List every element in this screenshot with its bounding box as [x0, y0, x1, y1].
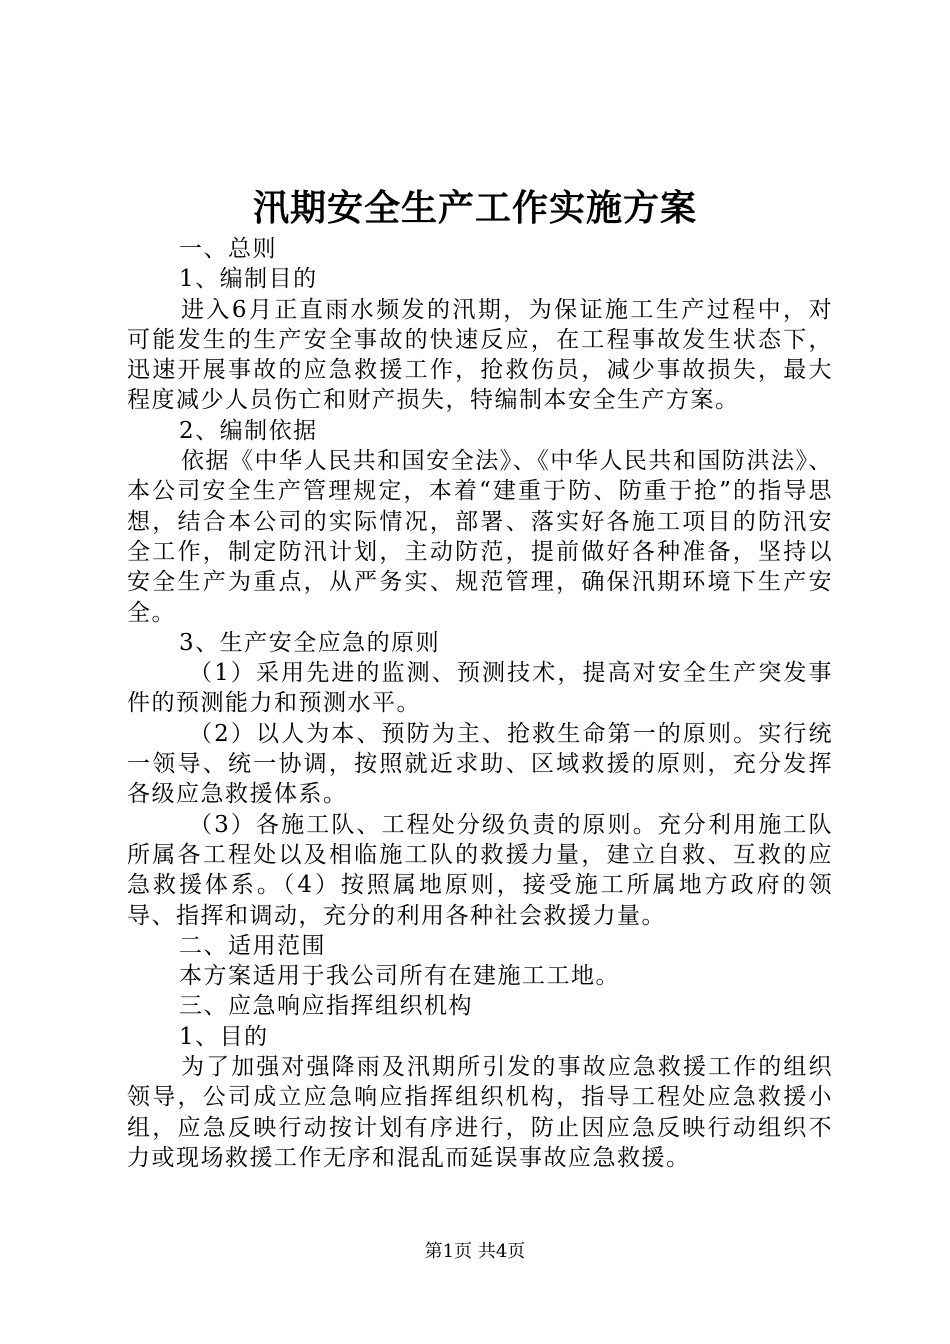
- body-paragraph: 为了加强对强降雨及汛期所引发的事故应急救援工作的组织领导，公司成立应急响应指挥组织机构，指导工程处应急救援小组，应急反映行动按计划有序进行，防止因应急反映行动组织不力或现场救援工作无序和混乱而延误事故应急救援。: [127, 1054, 833, 1171]
- document-body: [127, 234, 833, 1173]
- page-footer: 第1页 共4页: [424, 1241, 526, 1262]
- section-heading: 3、生产安全应急的原则: [179, 629, 441, 656]
- body-paragraph: （3）各施工队、工程处分级负责的原则。充分利用施工队所属各工程处以及相临施工队的救援力量，建立自救、互救的应急救援体系。（4）按照属地原则，接受施工所属地方政府的领导、指挥和调动，充分的利用各种社会救援力量。: [127, 811, 833, 929]
- document-title: 汛期安全生产工作实施方案: [252, 187, 697, 229]
- body-paragraph: 进入6月正直雨水频发的汛期，为保证施工生产过程中，对可能发生的生产安全事故的快速反应，在工程事故发生状态下，迅速开展事故的应急救援工作，抢救伤员，减少事故损失，最大程度减少人员伤亡和财产损失，特编制本安全生产方案。: [127, 296, 833, 414]
- section-heading: 一、总则: [179, 236, 277, 262]
- body-paragraph: 本方案适用于我公司所有在建施工工地。: [179, 963, 620, 990]
- section-heading: 1、目的: [179, 1023, 269, 1050]
- section-heading: 二、适用范围: [179, 932, 326, 959]
- section-heading: 1、编制目的: [179, 266, 318, 293]
- section-heading: 2、编制依据: [179, 417, 318, 444]
- body-paragraph: （2）以人为本、预防为主、抢救生命第一的原则。实行统一领导、统一协调，按照就近求助、区域救援的原则，充分发挥各级应急救援体系。: [127, 720, 833, 808]
- section-heading: 三、应急响应指挥组织机构: [179, 993, 473, 1020]
- body-paragraph: （1）采用先进的监测、预测技术，提高对安全生产突发事件的预测能力和预测水平。: [127, 660, 833, 717]
- body-paragraph: 依据《中华人民共和国安全法》、《中华人民共和国防洪法》、本公司安全生产管理规定，本着“建重于防、防重于抢”的指导思想，结合本公司的实际情况，部署、落实好各施工项目的防汛安全工作，制定防汛计划，主动防范，提前做好各种准备，坚持以安全生产为重点，从严务实、规范管理，确保汛期环境下生产安全。: [127, 448, 833, 626]
